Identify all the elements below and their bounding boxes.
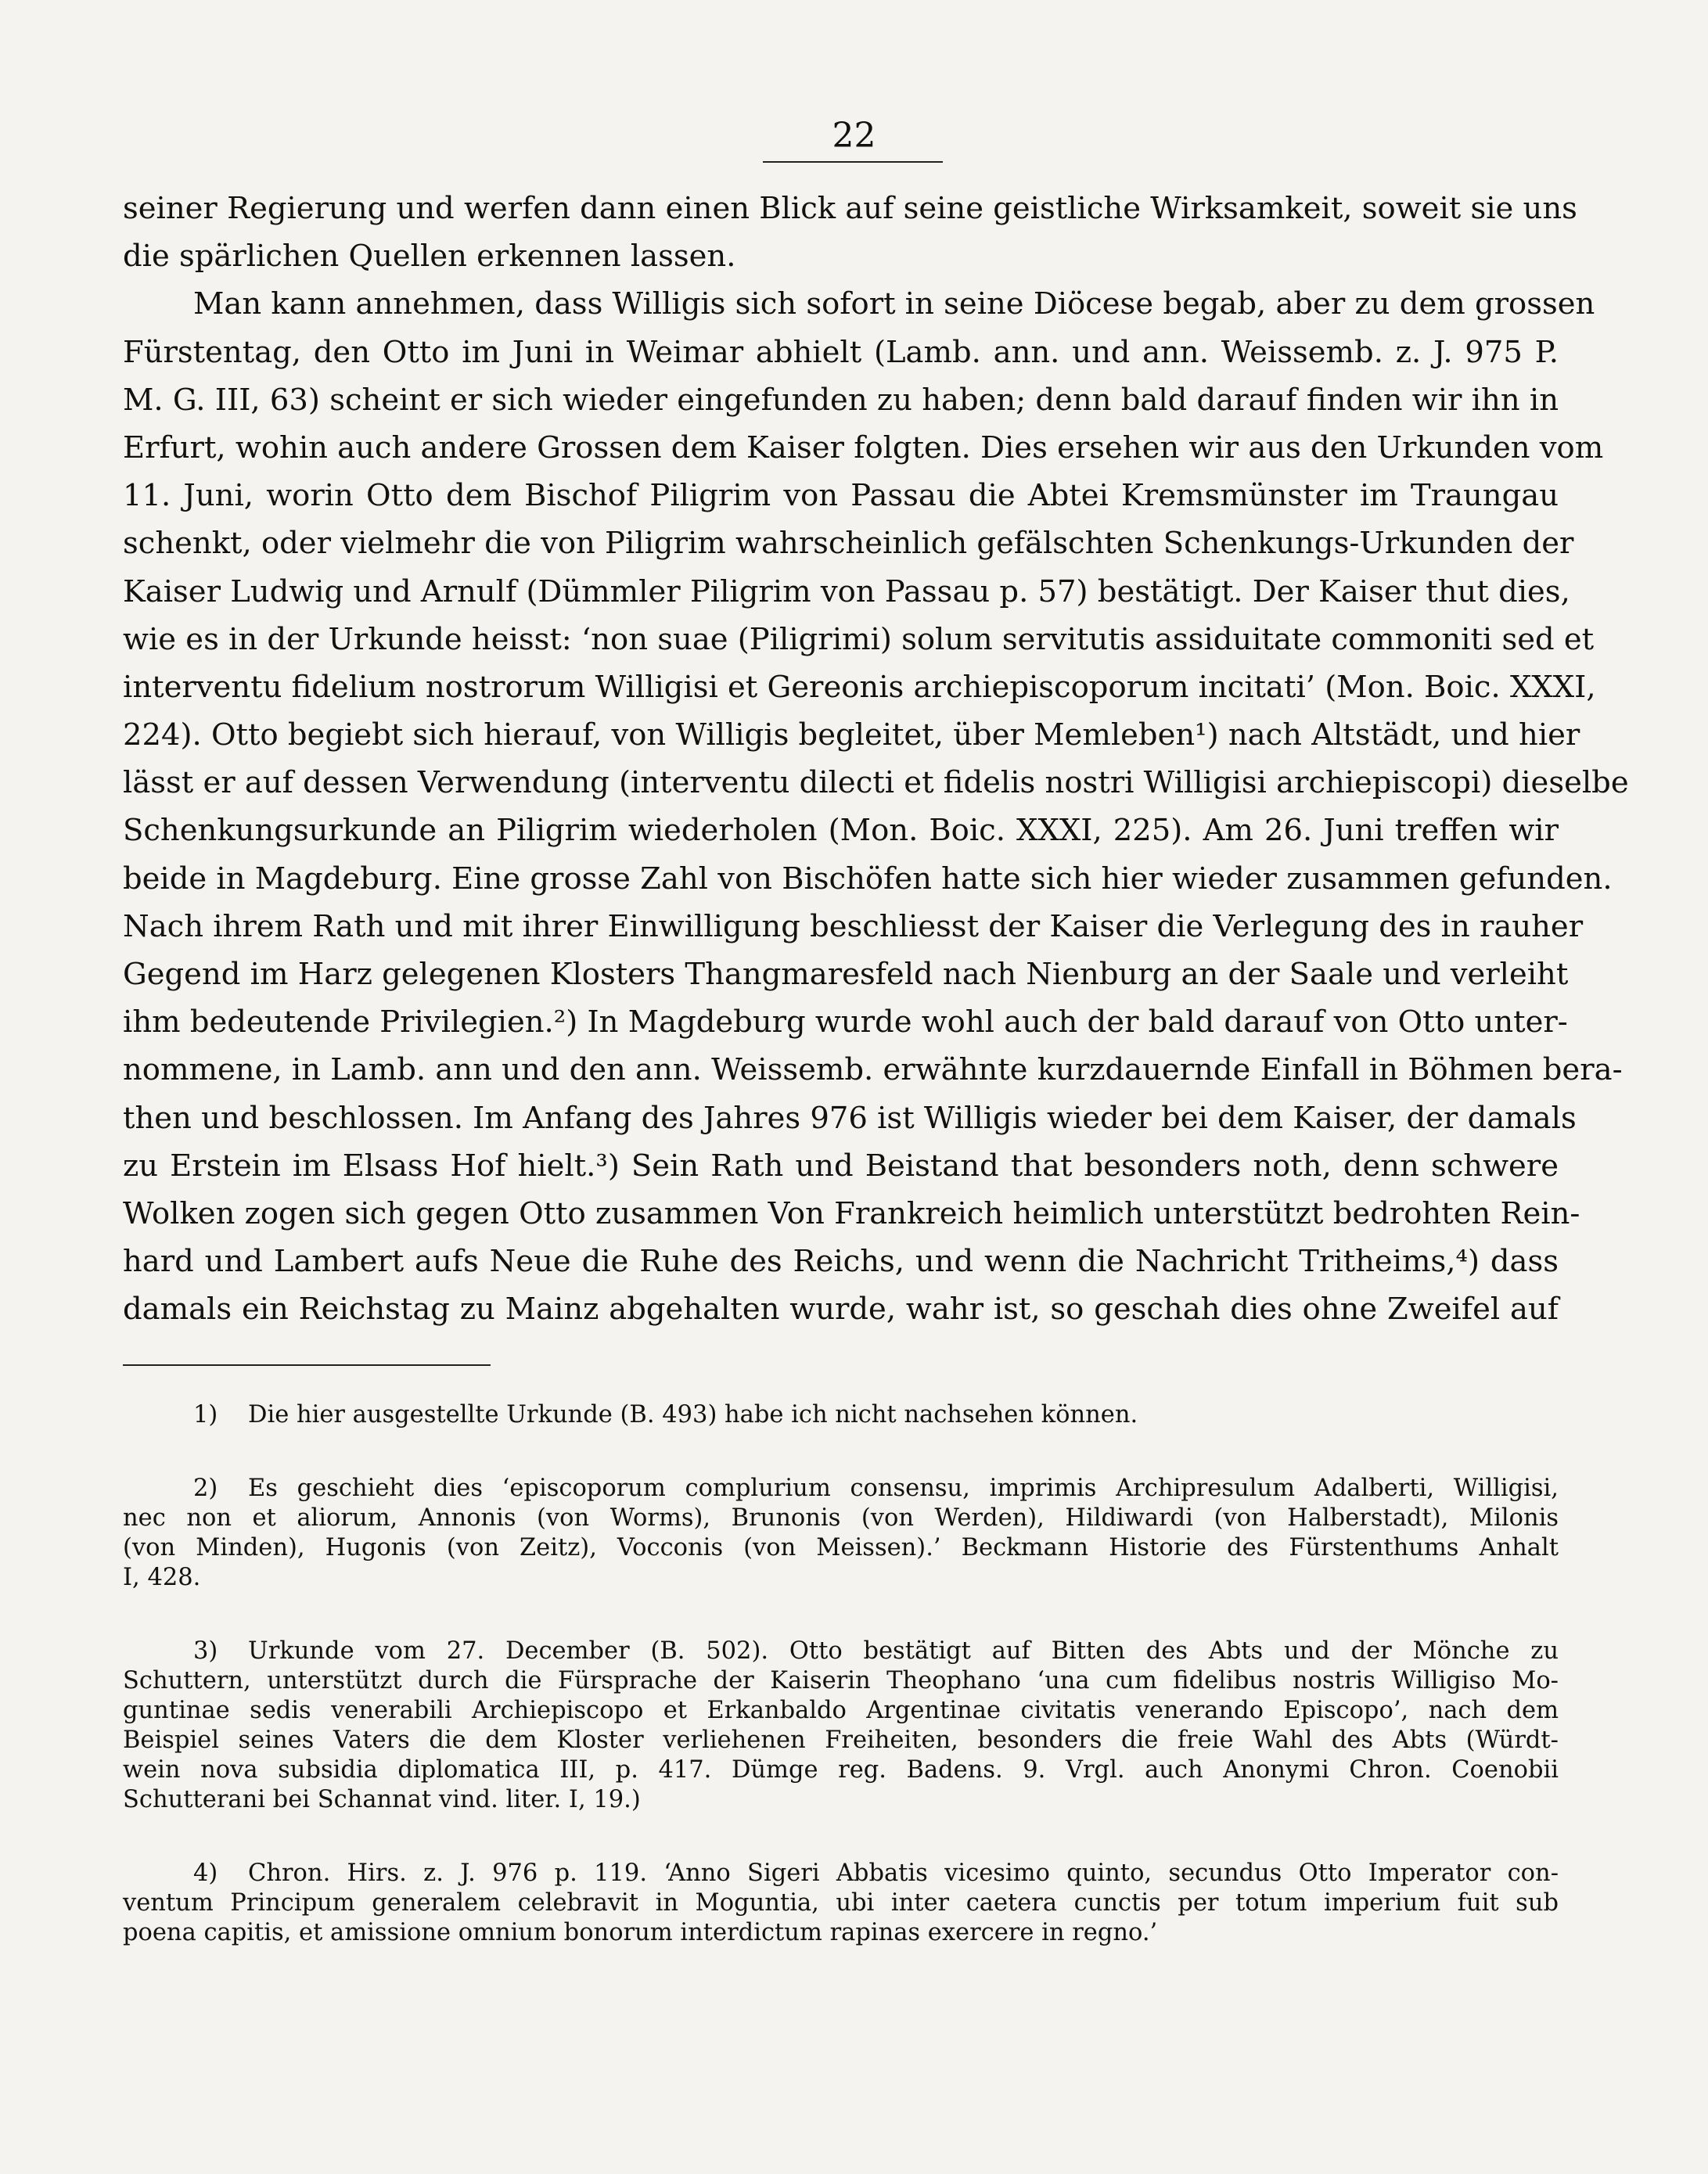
- footnote-1: [123, 1400, 1559, 1430]
- footnote-line: guntinae sedis venerabili Archiepiscopo et Erkanbaldo Argentinae civitatis venerando Episcopo’, nach dem: [123, 1697, 1559, 1724]
- body-line: Nach ihrem Rath und mit ihrer Einwilligung beschliesst der Kaiser die Verlegung des in rauher: [123, 908, 1584, 944]
- body-text: [123, 185, 1629, 1334]
- footnote-line: nec non et aliorum, Annonis (von Worms), Brunonis (von Werden), Hildiwardi (von Halberstadt), Milonis: [123, 1504, 1559, 1532]
- body-line: Gegend im Harz gelegenen Klosters Thangmaresfeld nach Nienburg an der Saale und verleiht: [123, 957, 1569, 992]
- body-line: Erfurt, wohin auch andere Grossen dem Kaiser folgten. Dies ersehen wir aus den Urkunden vom: [123, 429, 1604, 465]
- footnote-3: [123, 1637, 1559, 1815]
- footnote-line: ventum Principum generalem celebravit in Moguntia, ubi inter caetera cunctis per totum imperium fuit sub: [123, 1889, 1559, 1917]
- body-line: Kaiser Ludwig und Arnulf (Dümmler Piligrim von Passau p. 57) bestätigt. Der Kaiser thut dies,: [123, 573, 1570, 609]
- body-line: Man kann annehmen, dass Willigis sich sofort in seine Diöcese begab, aber zu dem grossen: [193, 286, 1595, 322]
- footnote-line: I, 428.: [123, 1564, 201, 1591]
- body-line: Wolken zogen sich gegen Otto zusammen Von Frankreich heimlich unterstützt bedrohten Rein-: [123, 1195, 1580, 1231]
- footnote-marker: 1): [193, 1401, 218, 1428]
- body-line: zu Erstein im Elsass Hof hielt.³) Sein Rath und Beistand that besonders noth, denn schwere: [123, 1148, 1559, 1184]
- body-line: seiner Regierung und werfen dann einen Blick auf seine geistliche Wirksamkeit, soweit sie uns: [123, 191, 1577, 226]
- footnote-line: Es geschieht dies ‘episcoporum complurium consensu, imprimis Archipresulum Adalberti, Willigisi,: [248, 1475, 1559, 1502]
- body-line: 11. Juni, worin Otto dem Bischof Piligrim von Passau die Abtei Kremsmünster im Traungau: [123, 478, 1559, 514]
- body-line: nommene, in Lamb. ann und den ann. Weissemb. erwähnte kurzdauernde Einfall in Böhmen bera-: [123, 1052, 1623, 1088]
- body-line: ihm bedeutende Privilegien.²) In Magdeburg wurde wohl auch der bald darauf von Otto unter-: [123, 1004, 1568, 1040]
- body-line: wie es in der Urkunde heisst: ‘non suae (Piligrimi) solum servitutis assiduitate commoniti sed et: [123, 621, 1595, 657]
- footnote-rule: [123, 1364, 491, 1366]
- body-line: 224). Otto begiebt sich hierauf, von Willigis begleitet, über Memleben¹) nach Altstädt, und hier: [123, 717, 1580, 753]
- footnote-line: Urkunde vom 27. December (B. 502). Otto bestätigt auf Bitten des Abts und der Mönche zu: [248, 1637, 1559, 1665]
- body-line: then und beschlossen. Im Anfang des Jahres 976 ist Willigis wieder bei dem Kaiser, der damals: [123, 1100, 1577, 1136]
- body-line: die spärlichen Quellen erkennen lassen.: [123, 239, 736, 275]
- body-line: hard und Lambert aufs Neue die Ruhe des Reichs, und wenn die Nachricht Tritheims,⁴) dass: [123, 1244, 1559, 1280]
- footnote-2: [123, 1474, 1559, 1593]
- footnote-line: poena capitis, et amissione omnium bonorum interdictum rapinas exercere in regno.’: [123, 1919, 1158, 1946]
- body-line: beide in Magdeburg. Eine grosse Zahl von Bischöfen hatte sich hier wieder zusammen gefunden.: [123, 861, 1613, 897]
- footnote-marker: 2): [193, 1475, 218, 1502]
- body-line: lässt er auf dessen Verwendung (interventu dilecti et fidelis nostri Willigisi archiepiscopi) dieselbe: [123, 765, 1629, 801]
- footnote-line: Chron. Hirs. z. J. 976 p. 119. ‘Anno Sigeri Abbatis vicesimo quinto, secundus Otto Imperator con-: [248, 1860, 1559, 1887]
- footnote-marker: 4): [193, 1860, 218, 1887]
- body-line: schenkt, oder vielmehr die von Piligrim wahrscheinlich gefälschten Schenkungs-Urkunden der: [123, 526, 1574, 562]
- footnote-line: (von Minden), Hugonis (von Zeitz), Vocconis (von Meissen).’ Beckmann Historie des Fürstenthums Anhalt: [123, 1534, 1559, 1561]
- body-line: Schenkungsurkunde an Piligrim wiederholen (Mon. Boic. XXXI, 225). Am 26. Juni treffen wir: [123, 813, 1559, 849]
- page-number-rule: [763, 161, 943, 163]
- footnote-line: Die hier ausgestellte Urkunde (B. 493) habe ich nicht nachsehen können.: [248, 1401, 1138, 1428]
- footnote-line: Schuttern, unterstützt durch die Fürsprache der Kaiserin Theophano ‘una cum fidelibus nostris Willigiso Mo-: [123, 1667, 1559, 1694]
- body-line: Fürstentag, den Otto im Juni in Weimar abhielt (Lamb. ann. und ann. Weissemb. z. J. 975 P.: [123, 334, 1559, 370]
- footnote-4: [123, 1859, 1559, 1948]
- footnote-line: Beispiel seines Vaters die dem Kloster verliehenen Freiheiten, besonders die freie Wahl des Abts (Würdt-: [123, 1727, 1559, 1754]
- body-line: interventu fidelium nostrorum Willigisi et Gereonis archiepiscoporum incitati’ (Mon. Boic. XXXI,: [123, 669, 1596, 705]
- footnote-marker: 3): [193, 1637, 218, 1665]
- body-line: M. G. III, 63) scheint er sich wieder eingefunden zu haben; denn bald darauf finden wir ihn in: [123, 382, 1559, 418]
- footnote-line: wein nova subsidia diplomatica III, p. 417. Dümge reg. Badens. 9. Vrgl. auch Anonymi Chron. Coenobii: [123, 1756, 1559, 1784]
- footnotes: [123, 1400, 1559, 1992]
- footnote-line: Schutterani bei Schannat vind. liter. I, 19.): [123, 1786, 641, 1813]
- page-number: 22: [832, 116, 876, 156]
- body-line: damals ein Reichstag zu Mainz abgehalten wurde, wahr ist, so geschah dies ohne Zweifel auf: [123, 1292, 1559, 1328]
